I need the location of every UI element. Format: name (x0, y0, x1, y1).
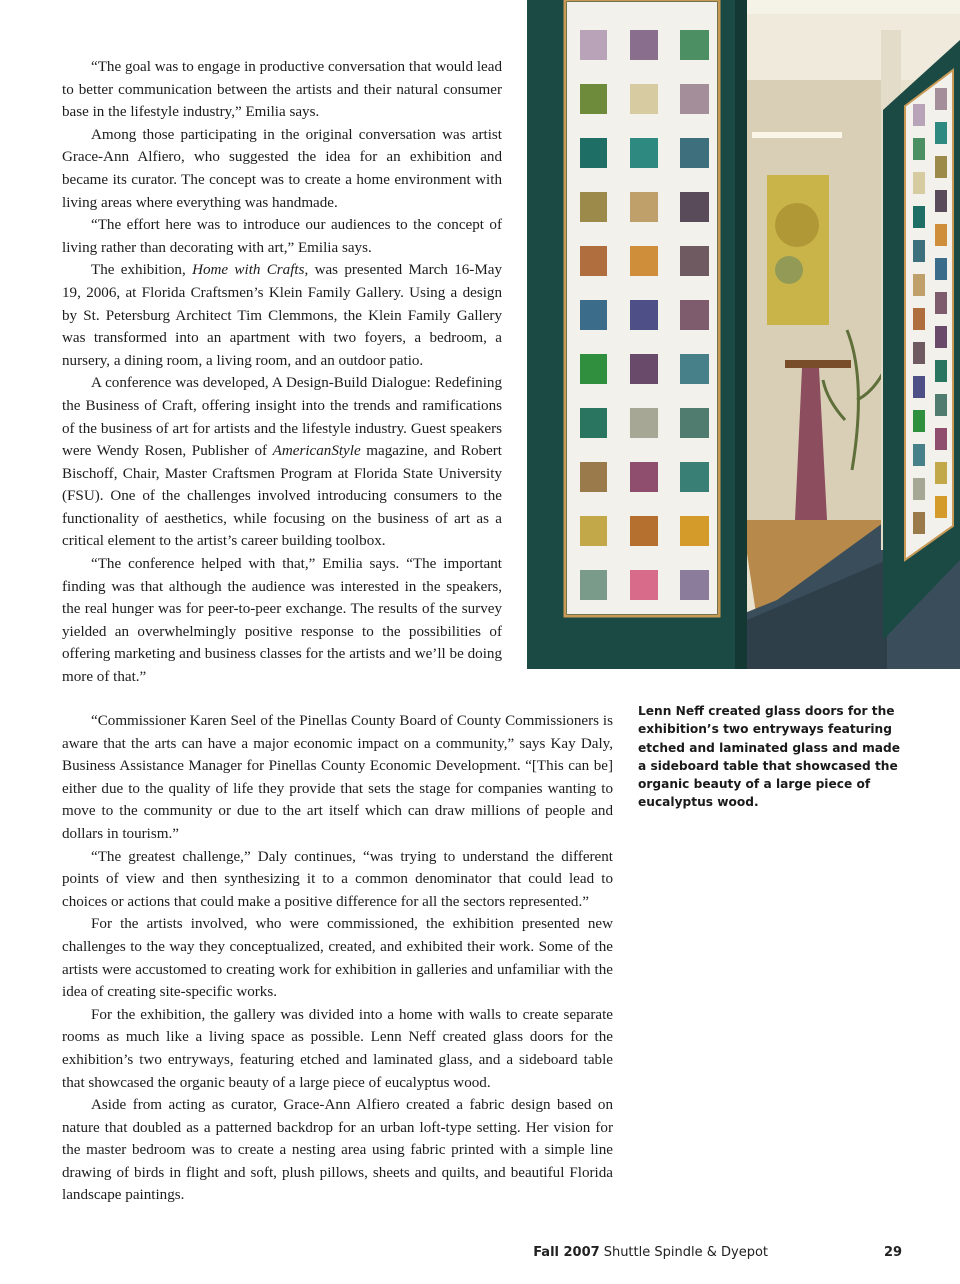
glass-square (913, 376, 925, 398)
glass-square (680, 354, 709, 384)
article-paragraph: “The conference helped with that,” Emilia says. “The important finding was that although the audience was interested in the speakers, the real hunger was for peer-to-peer exchange. The results of the survey yielded an overwhelmingly positive response to the possibilities of offering marketing and business classes for the artists and we’ll be doing more of that.” (62, 556, 502, 686)
glass-square (680, 300, 709, 330)
sideboard-table (785, 360, 851, 368)
italic-title: Home with Crafts (192, 262, 305, 279)
glass-square (935, 224, 947, 246)
glass-square (580, 462, 607, 492)
glass-square (630, 354, 658, 384)
glass-square (935, 428, 947, 450)
glass-square (680, 246, 709, 276)
glass-square (913, 478, 925, 500)
glass-doors-photo (527, 0, 960, 669)
glass-square (935, 462, 947, 484)
glass-square (680, 192, 709, 222)
glass-square (935, 258, 947, 280)
page-footer (0, 1245, 960, 1265)
article-paragraph (62, 372, 502, 553)
glass-square (935, 496, 947, 518)
article-paragraph: For the artists involved, who were commissioned, the exhibition presented new challenges to the way they conceptualized, created, and exhibited their work. Some of the artists were accustomed to creating work for exhibition in galleries and unfamiliar with the idea of creating site-specific works. (62, 916, 613, 1001)
glass-square (935, 190, 947, 212)
glass-square (935, 360, 947, 382)
glass-square (935, 88, 947, 110)
italic-title: AmericanStyle (272, 443, 361, 460)
article-paragraph: Among those participating in the original conversation was artist Grace-Ann Alfiero, who suggested the idea for an exhibition and became its curator. The concept was to create a home environment with living areas where everything was handmade. (62, 126, 502, 211)
glass-square (630, 408, 658, 438)
glass-square (580, 300, 607, 330)
glass-square (913, 274, 925, 296)
glass-square (580, 354, 607, 384)
glass-square (580, 30, 607, 60)
glass-square (580, 138, 607, 168)
article-paragraph: For the exhibition, the gallery was divided into a home with walls to create separate rooms as much like a living space as possible. Lenn Neff created glass doors for the exhibition’s two entryways, featuring etched and laminated glass, and a sideboard table that showcased the organic beauty of a large piece of eucalyptus wood. (62, 1006, 613, 1091)
glass-square (913, 104, 925, 126)
footer-season: Fall 2007 (533, 1245, 600, 1260)
glass-square (680, 84, 709, 114)
glass-square (913, 512, 925, 534)
glass-square (913, 410, 925, 432)
paragraph-text: magazine, and Robert Bischoff, Chair, Master Craftsmen Program at Florida State University (FSU). One of the challenges involved introducing consumers to the functionality of aesthetics, while focusing on the business of art as a critical element to the artist’s career building toolbox. (62, 443, 502, 550)
glass-square (630, 570, 658, 600)
glass-square (580, 570, 607, 600)
glass-square (935, 326, 947, 348)
glass-square (630, 516, 658, 546)
article-paragraph (62, 259, 502, 372)
article-paragraph: “Commissioner Karen Seel of the Pinellas County Board of County Commissioners is aware that the arts can have a major economic impact on a community,” says Kay Daly, Business Assistance Manager for Pinellas County Economic Development. “[This can be] either due to the quality of life they provide that sets the stage for companies wanting to move to the community or due to the art itself which can draw millions of people and dollars in tourism.” (62, 713, 613, 842)
glass-square (680, 516, 709, 546)
glass-square (630, 30, 658, 60)
glass-square (630, 192, 658, 222)
glass-square (680, 30, 709, 60)
glass-square (630, 138, 658, 168)
glass-square (935, 394, 947, 416)
article-paragraph: “The effort here was to introduce our audiences to the concept of living rather than decorating with art,” Emilia says. (62, 217, 502, 256)
article-column-bottom (62, 710, 613, 1207)
glass-square (630, 246, 658, 276)
glass-square (680, 462, 709, 492)
article-paragraph: “The greatest challenge,” Daly continues, “was trying to understand the different points of view and then synthesizing it to a common denominator that could lead to choices or actions that could make a positive difference for all the sectors represented.” (62, 848, 613, 910)
glass-square (680, 570, 709, 600)
article-column-top (62, 56, 502, 689)
paragraph-text: The exhibition, (91, 262, 193, 279)
glass-square (913, 138, 925, 160)
glass-square (913, 444, 925, 466)
glass-square (580, 516, 607, 546)
glass-square (680, 408, 709, 438)
glass-square (680, 138, 709, 168)
photo-caption: Lenn Neff created glass doors for the exhibition’s two entryways featuring etched and laminated glass and made a sideboard table that showcased the organic beauty of a large piece of eucalyptus wood. (638, 704, 900, 810)
glass-square (935, 122, 947, 144)
painting (767, 175, 829, 325)
article-paragraph: Aside from acting as curator, Grace-Ann Alfiero created a fabric design based on nature that doubled as a patterned backdrop for an urban loft-type setting. Her vision for the master bedroom was to create a nesting area using fabric printed with a simple line drawing of birds in flight and soft, plush pillows, sheets and quilts, and beautiful Florida landscape paintings. (62, 1097, 613, 1204)
glass-square (935, 156, 947, 178)
glass-square (913, 342, 925, 364)
article-paragraph: “The goal was to engage in productive conversation that would lead to better communication between the artists and their natural consumer base in the lifestyle industry,” Emilia says. (62, 59, 502, 121)
glass-square (913, 240, 925, 262)
glass-square (580, 408, 607, 438)
glass-square (913, 206, 925, 228)
glass-square (913, 172, 925, 194)
footer-publication: Shuttle Spindle & Dyepot (603, 1245, 768, 1260)
glass-square (630, 300, 658, 330)
paragraph-text: A conference was developed, A Design-Build Dialogue: Redefining the Business of Craft, offering insight into the trends and ramifications of the business of art for artists and the lifestyle industry. Guest speakers were Wendy Rosen, Publisher of (62, 375, 502, 460)
glass-square (630, 84, 658, 114)
glass-square (630, 462, 658, 492)
paragraph-text: , was presented March 16-May 19, 2006, at Florida Craftsmen’s Klein Family Gallery. Using a design by St. Petersburg Architect Tim Clemmons, the Klein Family Gallery was transformed into an apartment with two foyers, a bedroom, a nursery, a dining room, a living room, and an outdoor patio. (62, 262, 502, 369)
glass-square (580, 246, 607, 276)
glass-square (913, 308, 925, 330)
glass-square (580, 192, 607, 222)
glass-square (580, 84, 607, 114)
page-number: 29 (884, 1245, 903, 1260)
footer-issue (533, 1245, 768, 1260)
glass-square (935, 292, 947, 314)
